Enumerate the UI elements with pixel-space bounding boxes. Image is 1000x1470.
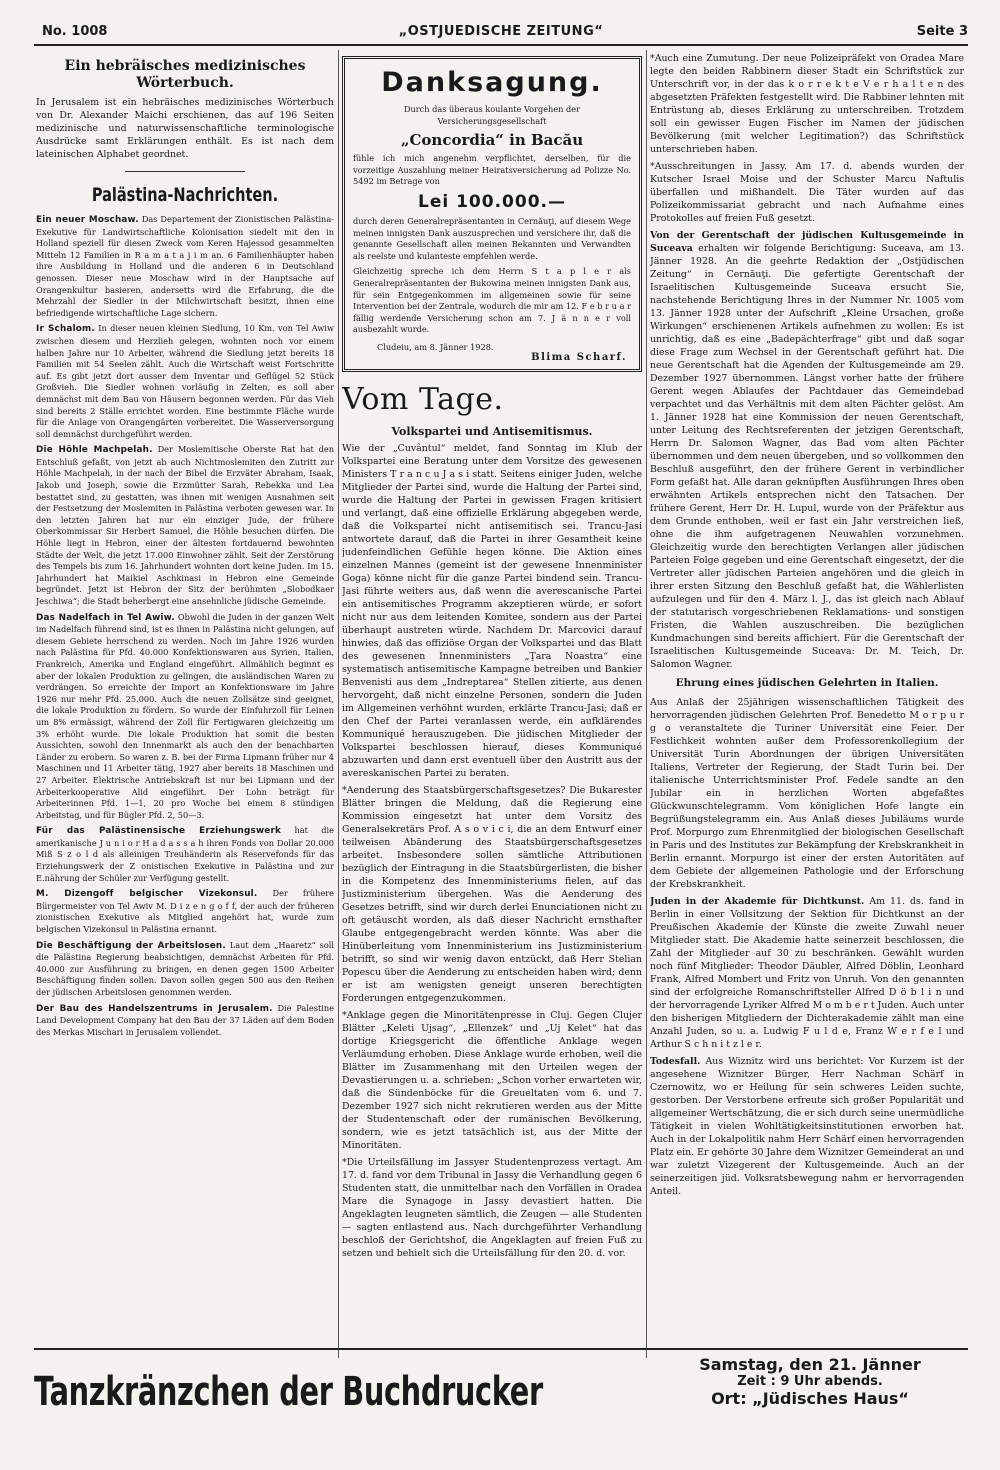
- column-right: [650, 52, 964, 1358]
- article-text: *Anklage gegen die Minoritätenpresse in Cluj. Gegen Clujer Blätter „Keleti Ujsag“, „Ellenzek“ und „Uj Kelet“ hat das dortige Kriegsgericht die öffentliche Anklage wegen Verläumdung erhoben. Diese Anklage wurde erhoben, weil die Blätter im Zusammenhang mit den Urteilen wegen der Devastierungen u. a. schrieben: „Schon vorher erwarteten wir, daß die Sündenböcke für die Greueltaten vom 6. und 7. Dezember 1927 sich nicht rekrutieren werden aus der Mitte der Studentenschaft oder der rumänischen Bevölkerung, sondern, wie es jetzt tatsächlich ist, aus der Mitte der Minoritäten.: [342, 1009, 642, 1151]
- news-item: [36, 888, 334, 935]
- news-item: [36, 323, 334, 440]
- dance-banner-details: [660, 1355, 960, 1408]
- article-text: *Ausschreitungen in Jassy. Am 17. d. abends wurden der Kutscher Israel Moise und der Schuster Marcu Naftulis überfallen und mißhandelt. Die Täter wurden auf das Polizeikommissariat gebracht und nach Aufnahme eines Protokolles auf freien Fuß gesetzt.: [650, 161, 964, 224]
- header-rule: [34, 44, 968, 46]
- news-text: hat die amerikanische J u n i o r H a d a s s a h ihren Fonds von Dollar 20.000 Miß S z o l d als alleinigen Treuhänderin als Reservefonds für das Erziehungswerk der Z onistischen Exekutive in Palästina und zur E.nährung der Schüler zur Verfügung gestellt.: [36, 825, 334, 883]
- ad-text: durch deren Generalrepräsentanten in Cernăuţi, auf diesem Wege meinen innigsten Dank auszusprechen und versichere ihr, daß die genannte Gesellschaft allen meinen Bekannten und Verwandten als reelste und kulanteste empfehlen werde.: [353, 215, 631, 261]
- column-divider: [338, 50, 339, 1358]
- ad-text: fühle ich mich angenehm verpflichtet, derselben, für die vorzeitige Auszahlung meiner Heiratsversicherung ad Polizze No. 5492 im Betrage von: [353, 153, 631, 187]
- ad-intro: Durch das überaus koulante Vorgehen der Versicherungsgesellschaft: [403, 104, 581, 126]
- news-text: Obwohl die Juden in der ganzen Welt im Nadelfach führend sind, ist es ihnen in Palästina nicht gelungen, auf diesem Gebiete herrschend zu werden. Noch im Jahre 1926 wurden nach Palästina für Pfd. 40.000 Konfektionswaren aus Syrien, Italien, Frankreich, Amerika und England eingeführt. Allmählich beginnt es aber der lokalen Produktion zu gelingen, die ausländischen Waren zu verdrängen. So erreichte der Import an Konfektionsware im Jahre 1926 nur mehr Pfd. 25.000. Auch die neuen Zollsätze sind geeignet, die lokale Produktion zu fördern. So wurde der Einfuhrzoll für Leinen um 8% ermässigt, während der Zoll für Fertigwaren gleichzeitig um 3% erhöht wurde. Die lokale Produktion hat somit die besten Aussichten, sowohl den Innenmarkt als auch den der benachbarten Länder zu erobern. So waren z. B. bei der Firma Lipmann früher nur 4 Maschinen und 11 Arbeiter tätig, 1927 aber bereits 18 Maschinen und 27 Arbeiter. Elektrische Antriebskraft ist nur bei Lipmann und der Arbeiterkooperative Alid eingeführt. Der Lohn beträgt für Arbeiterinnen Pfd. 1—1, 20 pro Woche bei einem 8 stündigen Arbeitstag, und für Bügler Pfd. 2, 50—3.: [36, 611, 334, 820]
- news-headline: Der Bau des Handelszentrums in Jerusalem.: [36, 1003, 273, 1014]
- news-item: [36, 214, 334, 319]
- ad-text: Gleichzeitig spreche ich dem Herrn S t a p l e r als Generalrepräsentanten der Bukowina meinen innigsten Dank aus, für sein Entgegenkommen im allgemeinen sowie für seine Intervention bei der Zentrale, wodurch die mir am 12. F e b r u a r fällig werdende Versicherung schon am 7. J ä n n e r voll ausbezahlt wurde.: [353, 266, 631, 335]
- section-title: Palästina-Nachrichten.: [91, 184, 279, 206]
- ad-amount: Lei 100.000.—: [418, 191, 566, 212]
- article-title: Todesfall.: [650, 1056, 701, 1067]
- news-headline: Das Nadelfach in Tel Awiw.: [36, 612, 175, 623]
- news-text: In dieser neuen kleinen Siedlung, 10 Km. von Tel Awiw zwischen diesem und Herzlieh gelegen, wohnten noch vor einem halben Jahre nur 10 Arbeiter, während die Siedlung jetzt bereits 18 Familien mit 54 Seelen zählt. Auch die Wirtschaft weist Fortschritte auf. Es gibt jetzt dort ausser dem Inventar und Geflügel 52 Stück Großvieh. Die Siedler wohnen vorläufig in Zelten, es soll aber demnächst mit dem Bau von Häusern begonnen werden. Für das Vieh sind bereits 2 Ställe errichtet worden. Eine bestimmte Fläche wurde für die Anlage von Orangengärten vorbereitet. Die Wasserversorgung soll demnächst durchgeführt werden.: [36, 323, 334, 439]
- newspaper-title: „OSTJUEDISCHE ZEITUNG“: [398, 24, 604, 39]
- article-text: Aus Wiznitz wird uns berichtet: Vor Kurzem ist der angesehene Wiznitzer Bürger, Herr Nachman Schärf in Czernowitz, wo er Heilung für sein schweres Leiden suchte, gestorben. Der Verstorbene erfreute sich großer Popularität und allgemeiner Wertschätzung, die er sich durch seine unermüdliche Tätigkeit in vielen Wohltätigkeitsinstitutionen erworben hat. Auch in der Lokalpolitik nahm Herr Schärf einen hervorragenden Platz ein. Er gehörte 30 Jahre dem Wiznitzer Gemeinderat an und war zuletzt Vizegerent der Kultusgemeinde. Auch an der seinerzeitigen jüd. Volksratsbewegung nahm er hervorragenden Anteil.: [650, 1056, 964, 1197]
- news-item: [36, 825, 334, 884]
- article: [650, 1055, 964, 1198]
- dance-banner-title: Tanzkränzchen der Buchdrucker: [34, 1369, 543, 1415]
- article-text: Wie der „Cuvântul“ meldet, fand Sonntag im Klub der Volkspartei eine Beratung unter dem Vorsitze des gewesenen Ministers T r a n c u J a s i statt. Seitens einiger Juden, welche Mitglieder der Partei sind, wurde die Haltung der Partei sind, wurde die Haltung der Partei in gewissen Fragen kritisiert und verlangt, daß eine offizielle Erklärung abgegeben werde, daß die Volkspartei nicht antisemitisch sei. Trancu-Jasi antwortete darauf, daß die Partei in ihrer Gesamtheit keine judenfeindlichen Gefühle hegen könne. Die Aktion eines einzelnen Mannes (gemeint ist der gewesene Innenminister Goga) könne nicht für die ganze Partei bindend sein. Trancu-Jasi führte weiters aus, daß wenn die averescanische Partei ein antisemitisches Programm akzeptieren würde, er sofort nicht nur aus dem leitenden Komitee, sondern aus der Partei überhaupt austreten würde. Nachdem Dr. Marcovici darauf hinwies, daß das offiziöse Organ der Volkspartei und das Blatt des gewesenen Innenministers „Ţara Noastra“ eine systematisch antisemitische Kampagne betreiben und Bankier Benvenisti aus dem „Indreptarea“ Stellen zitierte, aus denen hervorgeht, daß nicht einzelne Personen, sondern die Juden im Allgemeinen verhöhnt wurden, erklärte Trancu-Jasi; daß er den Chef der Partei veranlassen werde, ein aufklärendes Kommuniqué herauszugeben. Die jüdischen Mitglieder der Volkspartei beschlossen hierauf, dieses Kommuniqué abzuwarten und dann erst eventuell über den Austritt aus der avereskanischen Partei zu beraten.: [342, 442, 642, 779]
- article-text: *Die Urteilsfällung im Jassyer Studentenprozess vertagt. Am 17. d. fand vor dem Tribunal in Jassy die Verhandlung gegen 6 Studenten statt, die unmittelbar nach den Vorfällen in Oradea Mare die Synagoge in Jassy devastiert hatten. Die Angeklagten leugneten sämtlich, die Zeugen — alle Studenten — sagten entlastend aus. Nach durchgeführter Verhandlung beschloß der Gerichtshof, die Angeklagten auf freien Fuß zu setzen und behielt sich die Urteilsfällung für den 20. d. vor.: [342, 1156, 642, 1259]
- news-headline: Ein neuer Moschaw.: [36, 215, 139, 225]
- news-text: Das Departement der Zionistischen Palästina-Exekutive für Landwirtschaftliche Kolonisation siedelt mit den in Holland speziell für diesen Zweck vom Keren Hajessod gesammelten Mitteln 12 Familien in R a m a t a j i m an. 6 Familienhäupter haben ihre Ausbildung in Holland und die anderen 6 in Deutschland genossen. Dieser neue Moschaw wird in der Hauptsache auf Orangenkultur basieren, andersetts wird die Erfahrung, die die Mehrzahl der Siedler in der Milchwirtschaft besitzt, ihnen eine befriedigende wirtschaftliche Lage sichern.: [36, 214, 334, 318]
- ad-title: Danksagung.: [381, 67, 603, 98]
- news-item: [36, 1003, 334, 1039]
- article-title: Volkspartei und Antisemitismus.: [391, 424, 593, 438]
- news-headline: M. Dizengoff belgischer Vizekonsul.: [36, 889, 258, 900]
- news-text: Der Moslemitische Oberste Rat hat den Entschluß gefaßt, von jetzt ab auch Nichtmoslemiten den Zutritt zur Höhle Machpelah, in der nach der Bibel die Erzväter Abraham, Isaak, Jakob und Joseph, sowie die Erzmütter Sarah, Rebekka und Lea bestattet sind, zu gestatten, was ihnen mit wenigen Ausnahmen seit der Festsetzung der Moslemiten in Palästina verboten gewesen war. In den letzten Jahren hat nur ein einziger Jude, der frühere Oberkommissar Sir Herbert Samuel, die Höhle besuchen dürfen. Die Höhle liegt in Hebron, einer der ältesten fortdauernd bewohnten Städte der Welt, die jetzt 17.000 Einwohner zählt. Seit der Zerstörung des Tempels bis zum 16. Jahrhundert wohnten dort keine Juden. Im 15. Jahrhundert hat Maikiel Aschkinasi in Hebron eine Gemeinde begründet. Jetzt ist Hebron der Sitz der berühmten „Slobodkaer Jeschiwa“; die Stadt beherbergt eine ansehnliche jüdische Gemeinde.: [36, 444, 334, 606]
- article-title: Ein hebräisches medizinisches Wörterbuch.: [64, 58, 306, 91]
- banner-place: Ort: „Jüdisches Haus“: [711, 1389, 909, 1408]
- column-divider: [646, 50, 647, 1358]
- article-text: *Auch eine Zumutung. Der neue Polizeipräfekt von Oradea Mare legte den beiden Rabbinern dieser Stadt ein Schriftstück zur Unterschrift vor, in der das k o r r e k t e V e r h a l t e n des abgesetzten Präfekten festgestellt wird. Die Rabbiner lehnten mit Entrüstung ab, dieses Erklärung zu unterschreiben. Trotzdem soll ein gewisser Eugen Fischer im Namen der jüdischen Bevölkerung (mit welcher Legitimation?) das Schriftstück unterschrieben haben.: [650, 53, 964, 155]
- separator: [125, 171, 244, 172]
- news-headline: Für das Palästinensische Erziehungswerk: [36, 826, 282, 837]
- article: [650, 895, 964, 1051]
- section-title: Vom Tage.: [342, 381, 504, 417]
- news-item: [36, 612, 334, 822]
- danksagung-ad: [342, 56, 642, 372]
- article-title: Ehrung eines jüdischen Gelehrten in Italien.: [675, 677, 939, 689]
- news-text: Die Palestine Land Development Company hat den Bau der 37 Läden auf dem Boden des Merkas Mischari in Jerusalem vollendet.: [36, 1002, 334, 1037]
- article-title: Juden in der Akademie für Dichtkunst.: [650, 896, 865, 907]
- article-text: Aus Anlaß der 25jährigen wissenschaftlichen Tätigkeit des hervorragenden jüdischen Gelehrten Prof. Benedetto M o r p u r g o veranstaltete die Turiner Universität eine Feier. Der Festlichkeit wohnten außer dem Professorenkollegium der Universität Turin Abordnungen der übrigen Universitäten Italiens, Vertreter der Regierung, der Stadt Turin bei. Der italienische Unterrichtsminister Prof. Fedele sandte an den Jubilar ein in herzlichen Worten abgefaßtes Glückwunschtelegramm. Vom königlichen Hofe langte ein Begrüßungstelegramm ein. Aus Anlaß dieses Jubiläums wurde Prof. Morpurgo zum Ehrenmitglied der biologischen Gesellschaft in Paris und des Institutes zur Bekämpfung der Krebskrankheit in Berlin ernannt. Morpurgo ist einer der ersten Autoritäten auf dem Gebiete der allgemeinen Pathologie und der Erforschung der Krebskrankheit.: [650, 697, 964, 890]
- column-middle: [342, 52, 642, 1358]
- news-item: [36, 940, 334, 999]
- article-text: *Aenderung des Staatsbürgerschaftsgesetzes? Die Bukarester Blätter bringen die Meldung, daß die Regierung eine Kommission eingesetzt hat unter dem Vorsitz des Generalsekretärs Prof. A s o v i c i, die an dem Entwurf einer teilweisen Abänderung des Staatsbürgerschaftsgesetzes arbeitet. Insbesondere sollen sämtliche Attributionen bezüglich der Eintragung in die Staatsbürgerlisten, die bisher in die Kompetenz des Innenministeriums fielen, auf das Justizministerium übergehen. Was die Aenderung des Gesetzes betrifft, sind wir durch derlei Enunciationen nicht zu oft getäuscht worden, als daß dieser Nachricht ernsthafter Glaube entgegengebracht werden könnte. Was aber die Hinüberleitung vom Innenministerium ins Justizministerium betrifft, so sind wir wenig davon entzückt, daß Herr Stelian Popescu über die Aenderung zu entscheiden haben wird; denn er ist am wenigsten geneigt unseren berechtigten Forderungen entgegenzukommen.: [342, 784, 642, 1004]
- news-headline: Ir Schalom.: [36, 324, 95, 335]
- article: [650, 229, 964, 671]
- issue-number: No. 1008: [42, 24, 108, 39]
- news-text: Laut dem „Haaretz“ soll die Palästina Regierung beabsichtigen, demnächst Arbeiten für Pfd. 40.000 zur Ausführung zu bringen, en denen gegen 1500 Arbeiter Beschäftigung finden sollen. Davon sollen gegen 500 aus den Reihen der jüdischen Arbeitslosen genommen werden.: [36, 939, 334, 997]
- ad-signature: Blima Scharf.: [531, 351, 627, 363]
- ad-company: „Concordia“ in Bacău: [400, 131, 584, 150]
- column-left: [36, 52, 334, 1358]
- banner-time: Zeit : 9 Uhr abends.: [737, 1374, 883, 1389]
- news-list: [36, 214, 334, 1038]
- page-header: [34, 22, 968, 44]
- banner-date: Samstag, den 21. Jänner: [699, 1355, 921, 1374]
- banner-rule: [34, 1348, 968, 1350]
- article-text: Am 11. ds. fand in Berlin in einer Vollsitzung der Sektion für Dichtkunst an der Preußischen Akademie der Künste die zweite Zuwahl neuer Mitglieder statt. Die Akademie hatte seinerzeit beschlossen, die Zahl der Mitglieder auf 30 zu beschränken. Gewählt wurden noch fünf Mitglieder: Theodor Däubler, Alfred Döblin, Leonhard Frank, Alfred Mombert und Fritz von Unruh. Von den genannten sind der erfolgreiche Romanschriftsteller Alfred D ö b l i n und der hervorragende Lyriker Alfred M o m b e r t Juden. Auch unter den bisherigen Mitgliedern der Dichterakademie zählt man eine Anzahl Juden, so u. a. Ludwig F u l d e, Franz W e r f e l und Arthur S c h n i t z l e r.: [650, 896, 964, 1050]
- news-item: [36, 444, 334, 607]
- article-text: erhalten wir folgende Berichtigung: Suceava, am 13. Jänner 1928. An die geehrte Redaktion der „Ostjüdischen Zeitung“ in Cernăuţi. Die gefertigte Gerentschaft der Israelitischen Kultusgemeinde Suceava ersucht Sie, nachstehende Berichtigung Ihres in der Nummer Nr. 1005 vom 13. Jänner 1928 unter der Aufschrift „Kleine Ursachen, große Wirkungen“ erschienenen Artikels aufnehmen zu wollen: Es ist unrichtig, daß es eine „Badepächterfrage“ gibt und daß sogar diese Frage zum Wechsel in der Gerentschaft geführt hat. Die neue Gerentschaft hat die Agenden der Kultusgemeinde am 29. Dezember 1927 übernommen. Längst vorher hatte der frühere Gerent wegen Ablaufes der Pachtdauer das Gemeindebad verpachtet und das Verhältnis mit dem alten Pächter gelöst. Am 1. Jänner 1928 hat eine Kommission der neuen Gerentschaft, unter Leitung des Rechtsreferenten der jetzigen Gerentschaft, Herrn Dr. Salomon Wagner, das Bad vom alten Pächter übernommen und dem neuen übergeben, und so vollkommen den Beschluß ausgeführt, den der frühere Gerent in verbindlicher Form gefaßt hat. Alle daran geknüpften Ausführungen Ihres oben erwähnten Artikels entsprechen nicht den Tatsachen. Der frühere Gerent, Herr Dr. H. Lupul, wurde von der Präfektur aus dem Grunde enthoben, weil er fast ein Jahr verstreichen ließ, ohne die ihm aufgetragenen Neuwahlen vorzunehmen. Gleichzeitig wurde den berechtigten Verlangen aller jüdischen Parteien Folge gegeben und eine Gerentschaft eingesetzt, der die Vertreter aller jüdischen Parteien angehören und die gleich in ihrer ersten Sitzung den Beschluß gefaßt hat, die Wählerlisten aufzulegen und für den 4. März l. J., das ist gleich nach Ablauf der statutarisch vorgeschriebenen Reklamations- und sonstigen Fristen, die Wahlen auszuschreiben. Die bezüglichen Kundmachungen sind bereits affichiert. Für die Gerentschaft der Israelitischen Kultusgemeinde Suceava: Dr. M. Teich, Dr. Salomon Wagner.: [650, 243, 964, 670]
- news-headline: Die Höhle Machpelah.: [36, 445, 153, 456]
- article-title: Von der Gerentschaft der jüdischen Kultusgemeinde in Suceava: [650, 230, 964, 254]
- ad-place-date: Cludeiu, am 8. Jänner 1928.: [377, 341, 494, 352]
- news-text: Der frühere Bürgermeister von Tel Awiv M. D i z e n g o f f, der auch der früheren zionistischen Exekutive als Mitglied angehört hat, wurde zum belgischen Vizekonsul in Palästina ernannt.: [36, 888, 334, 935]
- page-number: Seite 3: [916, 24, 968, 39]
- news-headline: Die Beschäftigung der Arbeitslosen.: [36, 940, 226, 951]
- article-text: In Jerusalem ist ein hebräisches medizinisches Wörterbuch von Dr. Alexander Maichi erschienen, das auf 196 Seiten medizinische und naturwissenschaftliche terminologische Ausdrücke samt Erklärungen enthält. Es ist nach dem lateinischen Alphabet geordnet.: [36, 97, 334, 160]
